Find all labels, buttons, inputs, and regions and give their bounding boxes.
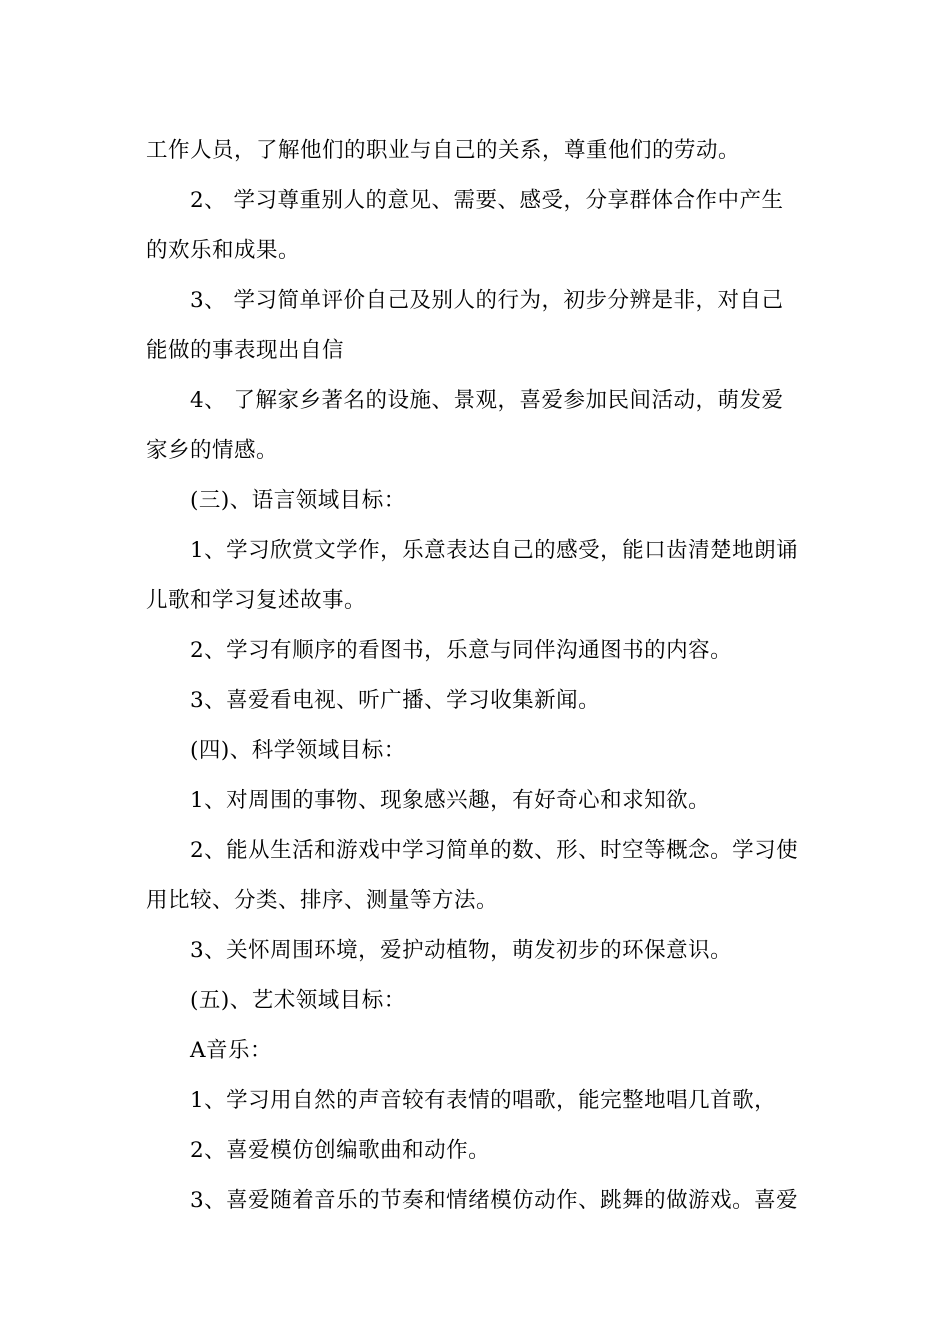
text-line: 1、学习用自然的声音较有表情的唱歌，能完整地唱几首歌， bbox=[190, 1088, 777, 1113]
text-line: 1、学习欣赏文学作，乐意表达自己的感受，能口齿清楚地朗诵 bbox=[190, 538, 799, 563]
section-heading: (五)、艺术领域目标： bbox=[190, 988, 406, 1013]
section-heading: (四)、科学领域目标： bbox=[190, 738, 406, 763]
text-line: 2、喜爱模仿创编歌曲和动作。 bbox=[190, 1138, 491, 1163]
text-line: 2、学习有顺序的看图书，乐意与同伴沟通图书的内容。 bbox=[190, 638, 733, 663]
text-line: 4、 了解家乡著名的设施、景观，喜爱参加民间活动，萌发爱 bbox=[190, 388, 784, 413]
subsection-heading: A音乐： bbox=[190, 1038, 273, 1063]
text-line: 2、能从生活和游戏中学习简单的数、形、时空等概念。学习使 bbox=[190, 838, 799, 863]
text-line: 儿歌和学习复述故事。 bbox=[146, 588, 367, 613]
text-line: 1、对周围的事物、现象感兴趣，有好奇心和求知欲。 bbox=[190, 788, 711, 813]
text-line: 3、喜爱随着音乐的节奏和情绪模仿动作、跳舞的做游戏。喜爱 bbox=[190, 1188, 799, 1213]
text-line: 2、 学习尊重别人的意见、需要、感受，分享群体合作中产生 bbox=[190, 188, 784, 213]
text-line: 工作人员，了解他们的职业与自己的关系，尊重他们的劳动。 bbox=[146, 138, 741, 163]
text-line: 家乡的情感。 bbox=[146, 438, 279, 463]
text-line: 能做的事表现出自信 bbox=[146, 338, 345, 363]
text-line: 3、关怀周围环境，爱护动植物，萌发初步的环保意识。 bbox=[190, 938, 733, 963]
text-line: 的欢乐和成果。 bbox=[146, 238, 301, 263]
section-heading: (三)、语言领域目标： bbox=[190, 488, 406, 513]
text-line: 3、喜爱看电视、听广播、学习收集新闻。 bbox=[190, 688, 601, 713]
text-line: 3、 学习简单评价自己及别人的行为，初步分辨是非，对自己 bbox=[190, 288, 784, 313]
text-line: 用比较、分类、排序、测量等方法。 bbox=[146, 888, 499, 913]
